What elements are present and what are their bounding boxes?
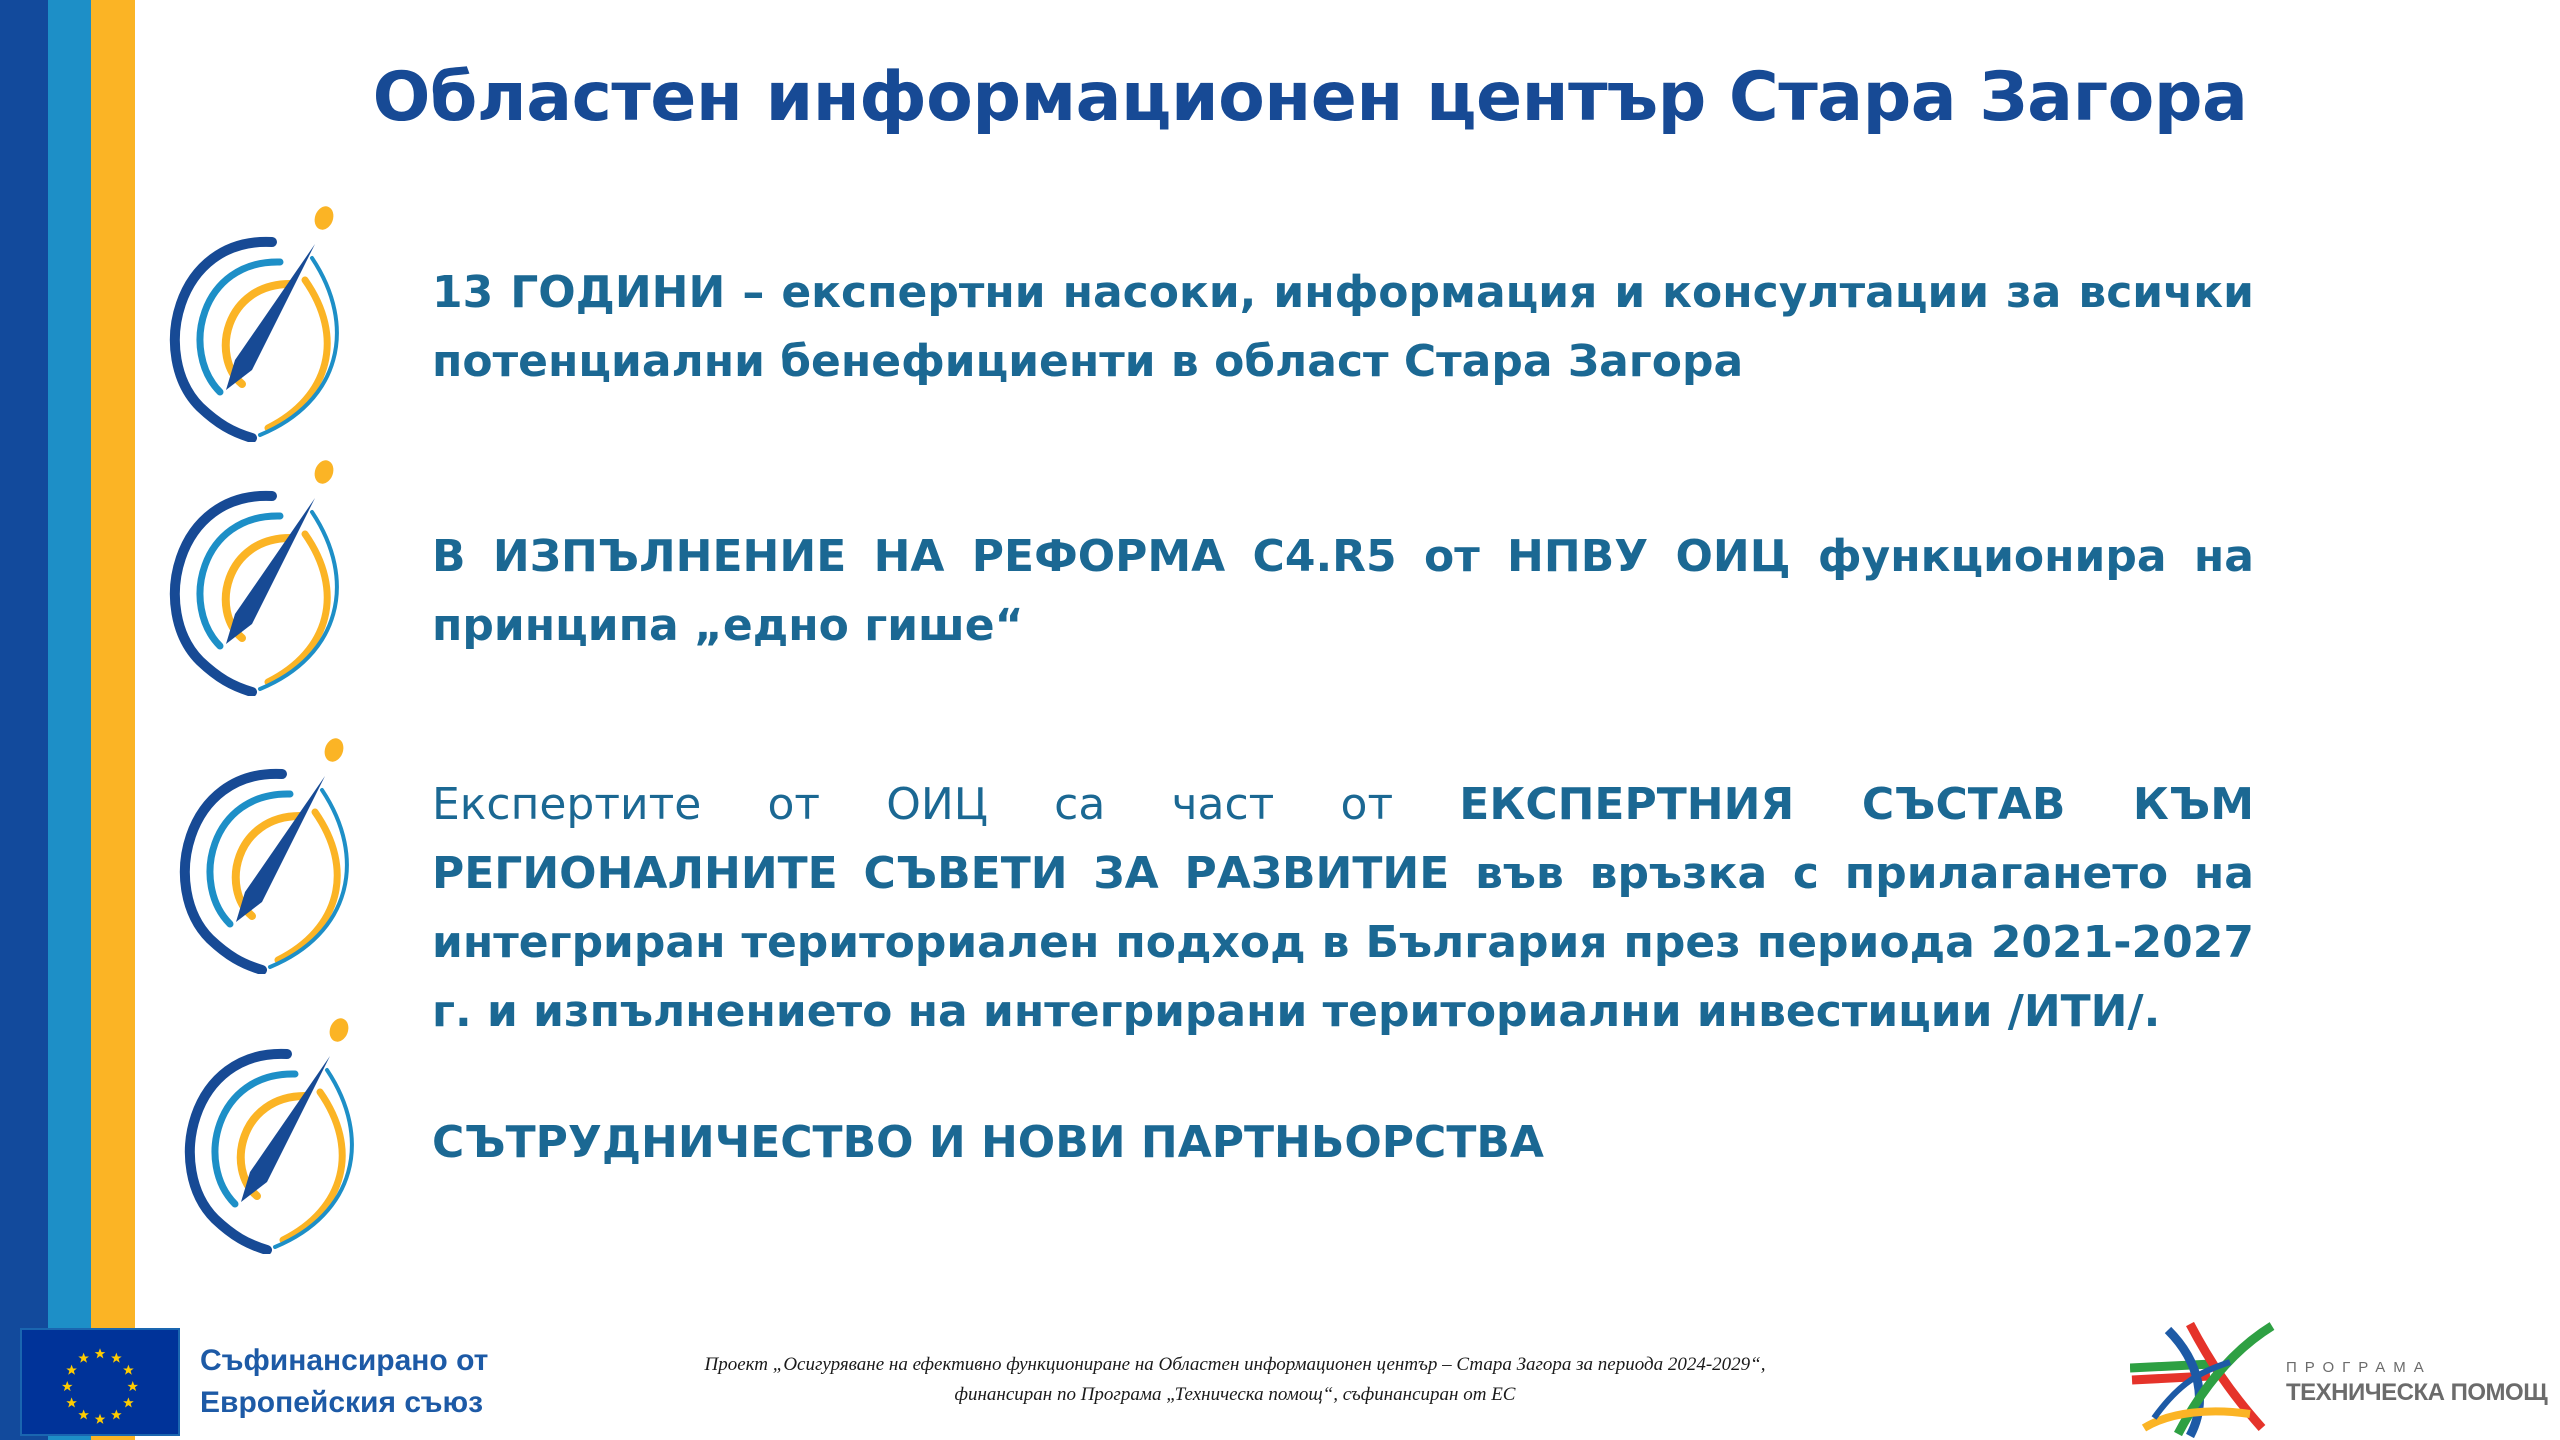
bullet-text-experts-regular: Експертите от ОИЦ са част от xyxy=(432,779,1460,830)
project-footnote xyxy=(600,1350,1870,1410)
checkmark-swoosh-icon xyxy=(155,1004,365,1254)
bullet-text-reform: В ИЗПЪЛНЕНИЕ НА РЕФОРМА С4.R5 от НПВУ ОИЦ функционира на принципа „едно гише“ xyxy=(432,531,2254,651)
checkmark-swoosh-icon xyxy=(140,446,350,696)
side-stripe-light-blue xyxy=(48,0,91,1440)
eu-cofunded-line2: Европейския съюз xyxy=(200,1386,484,1419)
side-stripe-yellow xyxy=(91,0,135,1440)
eu-cofunded-line1: Съфинансирано от xyxy=(200,1344,489,1377)
project-footnote-line2: финансиран по Програма „Техническа помощ“, съфинансиран от ЕС xyxy=(954,1384,1516,1405)
program-label: ПРОГРАМА xyxy=(2286,1359,2432,1376)
side-stripe-dark-blue xyxy=(0,0,48,1440)
bullet-text-partnerships: СЪТРУДНИЧЕСТВО И НОВИ ПАРТНЬОРСТВА xyxy=(432,1117,1544,1168)
eu-cofunded-label xyxy=(200,1340,488,1424)
project-footnote-line1: Проект „Осигуряване на ефективно функциониране на Областен информационен център – Стара Загора за периода 2024-2029“, xyxy=(704,1354,1766,1375)
slide-title: Областен информационен център Стара Загора xyxy=(372,58,2248,137)
bullet-text-experts xyxy=(432,770,2254,1046)
checkmark-swoosh-icon xyxy=(150,724,360,974)
bullet-text-years: 13 ГОДИНИ – експертни насоки, информация и консултации за всички потенциални бенефициенти в област Стара Загора xyxy=(432,267,2254,387)
checkmark-swoosh-icon xyxy=(140,192,350,442)
eu-flag-icon xyxy=(20,1328,180,1436)
bullet-text-experts-bold: ЕКСПЕРТНИЯ СЪСТАВ КЪМ РЕГИОНАЛНИТЕ СЪВЕТИ ЗА РАЗВИТИЕ във връзка с прилагането на интегриран териториален подход в България през периода 2021-2027 г. и изпълнението на интегрирани териториални инвестиции /ИТИ/. xyxy=(432,779,2254,1037)
technical-assistance-program-logo-icon xyxy=(2130,1322,2280,1438)
program-name: ТЕХНИЧЕСКА ПОМОЩ xyxy=(2286,1379,2548,1406)
technical-assistance-program-label xyxy=(2286,1358,2547,1408)
